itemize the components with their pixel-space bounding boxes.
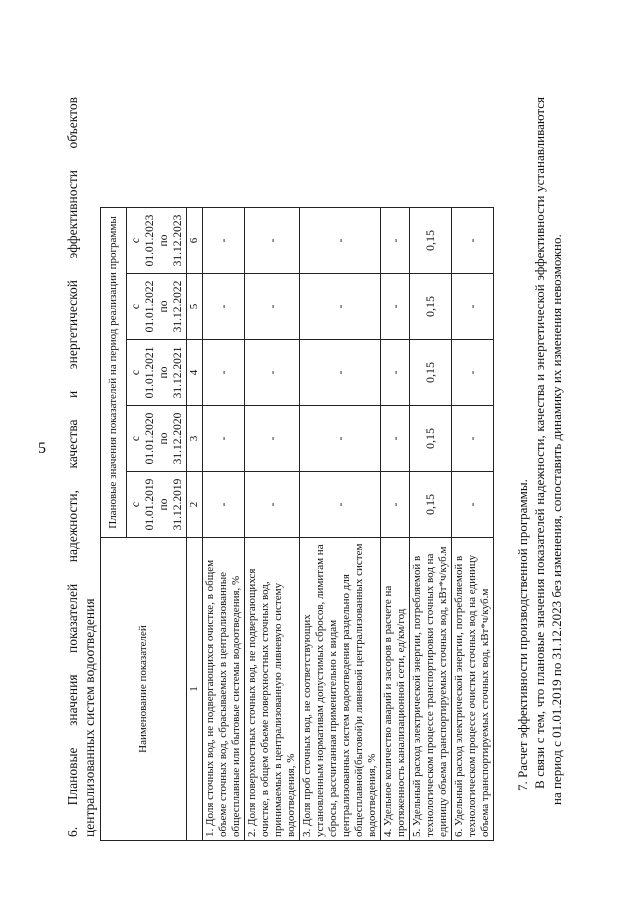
- indicator-value: -: [300, 340, 381, 406]
- indicator-name: 5. Удельный расход электрической энергии, потребляемой в технологическом процессе транспортировки сточных вод на единицу объема транспортируемых сточных вод, кВт*ч/куб.м: [410, 538, 452, 841]
- indicator-value: -: [203, 472, 245, 538]
- indicator-value: -: [245, 208, 300, 274]
- indicator-value: -: [381, 208, 410, 274]
- column-number: 2: [187, 472, 203, 538]
- indicator-value: 0,15: [410, 208, 452, 274]
- indicator-value: 0,15: [410, 340, 452, 406]
- heading-word: надежности,: [65, 490, 80, 563]
- indicator-name: 4. Удельное количество аварий и засоров в расчете на протяженность канализационной сети, ед/км/год: [381, 538, 410, 841]
- table-row: [203, 208, 245, 841]
- column-number: 6: [187, 208, 203, 274]
- indicator-value: -: [245, 406, 300, 472]
- indicator-name: 1. Доля сточных вод, не подвергающихся очистке, в общем объеме сточных вод, сбрасываемых в централизованные общесплавные или бытовые системы водоотведения, %: [203, 538, 245, 841]
- indicator-value: 0,15: [410, 406, 452, 472]
- heading-word: объектов: [65, 97, 80, 149]
- period-header: с 01.01.2022 по 31.12.2022: [127, 274, 187, 340]
- indicator-value: -: [381, 340, 410, 406]
- indicator-name: 2. Доля поверхностных сточных вод, не подвергающихся очистке, в общем объеме поверхностных сточных вод, принимаемых в централизованную ливневую систему водоотведения, %: [245, 538, 300, 841]
- indicator-name: 3. Доля проб сточных вод, не соответствующих установленным нормативам допустимых сбросов, лимитам на сбросы, рассчитанная применительно к видам централизованных систем водоотведения раздельно для общесплавной(бытовой)и ливневой централизованных систем водоотведения, %: [300, 538, 381, 841]
- indicator-value: -: [203, 340, 245, 406]
- column-number: 4: [187, 340, 203, 406]
- heading-line-2: централизованных систем водоотведения: [82, 598, 97, 837]
- column-header-name: Наименование показателей: [101, 538, 187, 841]
- indicator-value: -: [245, 274, 300, 340]
- table-row: [300, 208, 381, 841]
- indicator-value: 0,15: [410, 274, 452, 340]
- period-header: с 01.01.2023 по 31.12.2023: [127, 208, 187, 274]
- section-7: [514, 97, 565, 805]
- indicator-value: -: [245, 340, 300, 406]
- indicator-value: -: [300, 274, 381, 340]
- indicator-value: -: [381, 274, 410, 340]
- heading-word: энергетической: [65, 279, 80, 370]
- heading-word: эффективности: [65, 170, 80, 259]
- indicator-value: -: [203, 208, 245, 274]
- indicator-value: -: [203, 406, 245, 472]
- indicator-value: -: [245, 472, 300, 538]
- heading-word: 6.: [65, 826, 80, 837]
- heading-word: качества: [65, 419, 80, 469]
- indicator-name: 6. Удельный расход электрической энергии, потребляемой в технологическом процессе очистки сточных вод на единицу объема транспортируемых сточных вод, кВт*ч/куб.м: [452, 538, 494, 841]
- indicator-value: -: [381, 472, 410, 538]
- heading-line-1: [64, 97, 81, 837]
- indicator-value: -: [300, 472, 381, 538]
- column-header-group: Плановые значения показателей на период реализации программы: [101, 208, 127, 538]
- section-7-title: 7. Расчет эффективности производственной программы.: [515, 479, 530, 791]
- indicators-table: [100, 207, 494, 841]
- indicator-value: -: [452, 472, 494, 538]
- period-header: с 01.01.2021 по 31.12.2021: [127, 340, 187, 406]
- column-number: 3: [187, 406, 203, 472]
- table-row: [410, 208, 452, 841]
- period-header: с 01.01.2019 по 31.12.2019: [127, 472, 187, 538]
- section-7-body: В связи с тем, что плановые значения показателей надежности, качества и энергетической эффективности устанавливаются на период с 01.01.2019 по 31.12.2023 без изменения, сопоставить динамику их изменения невозможно.: [532, 97, 564, 805]
- indicator-value: -: [452, 274, 494, 340]
- heading-word: значения: [65, 674, 80, 726]
- table-row: [381, 208, 410, 841]
- heading-word: Плановые: [65, 747, 80, 806]
- indicator-value: -: [452, 406, 494, 472]
- indicator-value: -: [300, 208, 381, 274]
- page-number: 5: [38, 440, 46, 457]
- indicator-value: -: [381, 406, 410, 472]
- indicator-value: -: [203, 274, 245, 340]
- heading-word: и: [65, 390, 80, 398]
- section-6-heading: [64, 97, 98, 837]
- indicator-value: 0,15: [410, 472, 452, 538]
- column-number: 5: [187, 274, 203, 340]
- indicator-value: -: [452, 340, 494, 406]
- table-row: [245, 208, 300, 841]
- indicator-value: -: [300, 406, 381, 472]
- column-number: 1: [187, 538, 203, 841]
- table-row: [452, 208, 494, 841]
- heading-word: показателей: [65, 583, 80, 653]
- indicator-value: -: [452, 208, 494, 274]
- period-header: с 01.01.2020 по 31.12.2020: [127, 406, 187, 472]
